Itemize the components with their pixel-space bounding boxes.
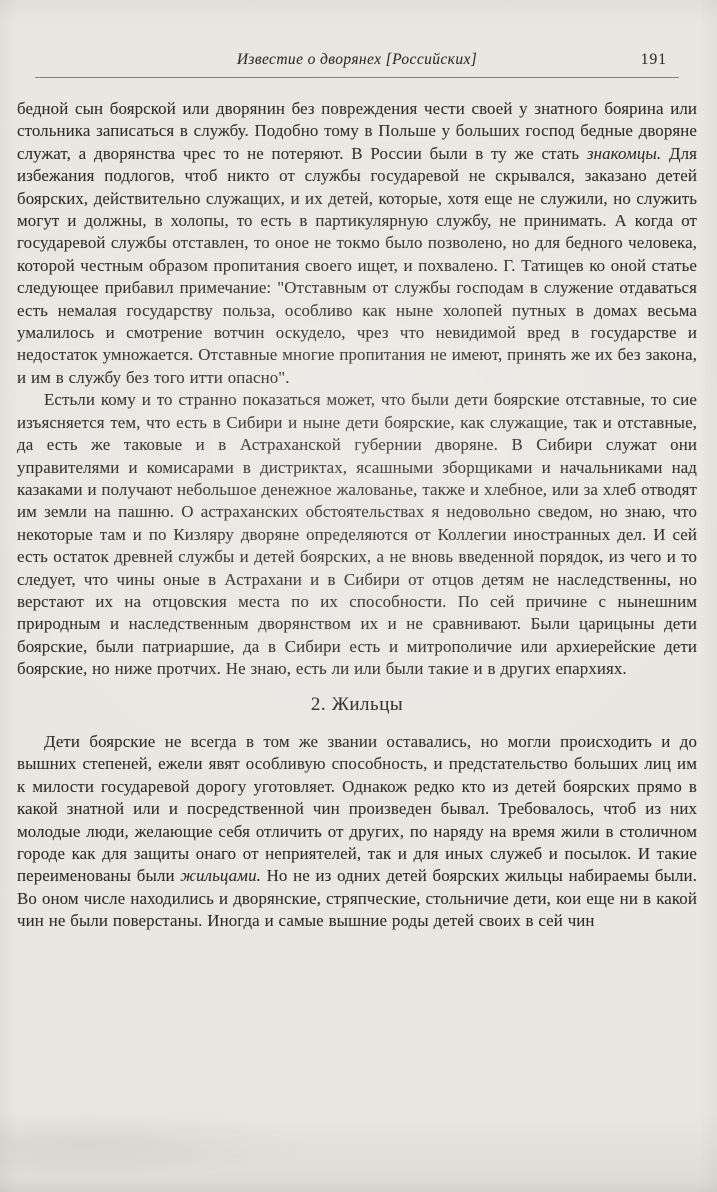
paragraph-3 xyxy=(17,731,697,933)
page-header xyxy=(31,50,683,70)
paragraph-1-run-3: Для избежания подлогов, чтоб никто от службы государевой не скрывался, заказано детей боярских, действительно служащих, и их детей, которые, хотя еще не служили, но служить могут и должны, в холопы, то есть в партикулярную службу, не принимать. А когда от государевой службы отставлен, то оное не токмо было позволено, но для бедного человека, которой честным образом пропитания своего ищет, и похвалено. Г. Татищев ко оной статье следующее прибавил примечание: "Отставным от службы господам в служение отдаваться есть немалая государству польза, особливо как ныне холопей путных в домах весьма умалилось и смотрение вотчин оскудело, чрез что невидимой вред в государстве и недостаток умножается. Отставные многие пропитания не имеют, принять же их без закона, и им в службу без того итти опасно". xyxy=(17,143,698,387)
paragraph-2: Естьли кому и то странно показаться может, что были дети боярские отставные, то сие изъясняется тем, что есть в Сибири и ныне дети боярские, как служащие, так и отставные, да есть же таковые и в Астраханской губернии дворяне. В Сибири служат они управителями и комисарами в дистриктах, ясашными зборщиками и начальниками над казаками и получают небольшое денежное жалованье, также и хлебное, или за хлеб отводят им земли на пашню. О астраханских обстоятельствах я недовольно сведом, но знаю, что некоторые там и по Кизляру дворяне определяются от Коллегии иностранных дел. И сей есть остаток древней службы и детей боярских, а не вновь введенной порядок, из чего и то следует, что чины оные в Астрахани и в Сибири от отцов детям не наследственны, но верстают их на отцовския места по их способности. По сей причине с нынешним природным и наследственным дворянством их и не сравнивают. Были царицыны дети боярские, были патриаршие, да в Сибири есть и митрополичие или архиерейские дети боярские, но ниже протчих. Не знаю, есть ли или были такие и в других епархиях. xyxy=(17,390,697,679)
paragraph-1-italic-term: знакомцы. xyxy=(586,143,662,163)
paragraph-1-run-1: бедной сын боярской или дворянин без повреждения чести своей у знатного боярина или стольника записаться в службу. Подобно тому в Польше у больших господ бедные дворяне служат, а дворянства чрес то не потеряют. В России были в ту же стать xyxy=(17,99,697,163)
text-block xyxy=(17,98,697,933)
paragraph-3-italic-term: жильцами. xyxy=(180,866,261,886)
section-heading: 2. Жильцы xyxy=(310,693,404,715)
paragraph-1 xyxy=(17,98,697,389)
paragraph-3-run-3: Но не из одних детей боярских жильцы набираемы были. Во оном числе находились и дворянские, стряпческие, стольничие дети, кои еще ни в какой чин не были поверстаны. Иногда и самые вышние роды детей своих в сей чин xyxy=(17,866,697,931)
running-head-title: Известие о дворянех [Российских] xyxy=(236,51,478,68)
header-rule xyxy=(35,77,679,78)
page-number: 191 xyxy=(640,51,667,68)
paragraph-3-run-1: Дети боярские не всегда в том же звании оставались, но могли происходить и до вышних степеней, ежели явят особливую способность, и предстательство больших лиц им к милости государевой дорогу уготовляет. Однакож редко кто из детей боярских прямо в какой знатной или и посредственной чин произведен бывал. Требовалось, чтоб из них молодые люди, желающие себя отличить от других, по наряду на время жили в столичном городе как для защиты онаго от неприятелей, так и для иных служеб и посылок. И такие переименованы были xyxy=(17,731,697,886)
